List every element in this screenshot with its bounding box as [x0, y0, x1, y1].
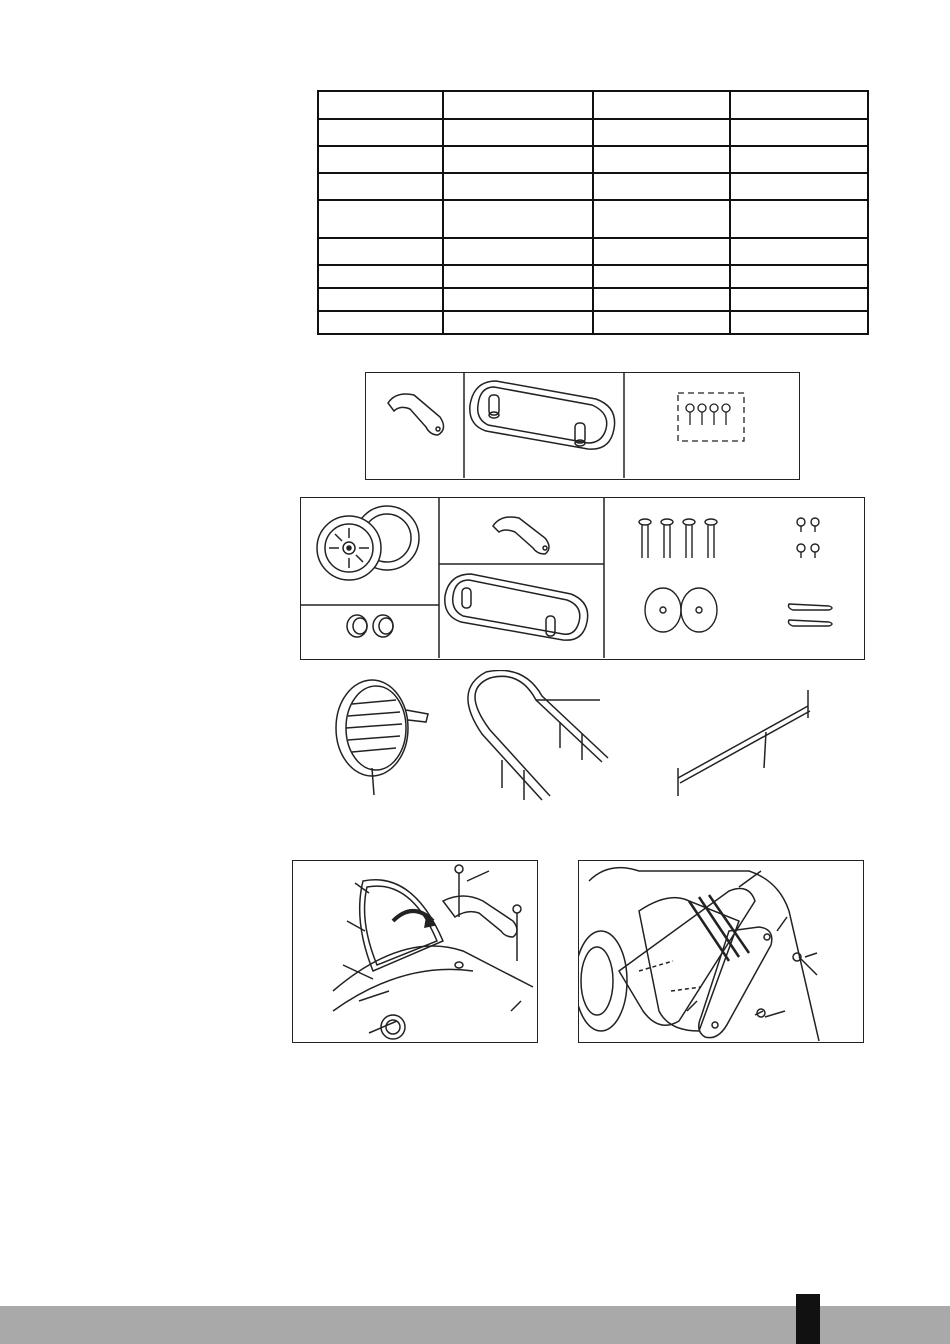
spec-table-cell	[593, 173, 730, 200]
cotter-pins-icon	[789, 604, 833, 626]
spec-table-cell	[443, 200, 593, 238]
spec-table-cell	[443, 91, 593, 119]
spec-table-cell	[593, 200, 730, 238]
spec-table-row	[318, 311, 868, 334]
spec-table-row	[318, 200, 868, 238]
spec-table-row	[318, 91, 868, 119]
spec-table-cell	[730, 146, 868, 173]
small-handle-icon	[388, 394, 444, 435]
spec-table-cell	[318, 238, 443, 265]
spec-table-row	[318, 265, 868, 288]
spec-table-row	[318, 288, 868, 311]
tube-handle-icon	[468, 670, 608, 800]
spec-table-cell	[318, 288, 443, 311]
parts-row-figure	[320, 670, 840, 805]
spec-table-cell	[730, 311, 868, 334]
spec-table-cell	[730, 119, 868, 146]
handle-mount-detail-figure	[292, 860, 538, 1043]
spec-table-row	[318, 146, 868, 173]
spec-table-cell	[730, 173, 868, 200]
spec-table-cell	[318, 119, 443, 146]
specifications-table	[317, 90, 869, 335]
spec-table-cell	[730, 200, 868, 238]
spec-table-cell	[443, 173, 593, 200]
short-screws-icon	[797, 518, 819, 558]
parts-box-wheel-kit	[300, 497, 865, 660]
spec-table-row	[318, 119, 868, 146]
spec-table-cell	[443, 311, 593, 334]
spec-table-cell	[443, 238, 593, 265]
spec-table-cell	[593, 265, 730, 288]
spec-table-cell	[593, 146, 730, 173]
side-panel-icon	[445, 574, 588, 640]
spec-table-cell	[593, 288, 730, 311]
fan-guard-icon	[336, 680, 428, 795]
spec-table-cell	[318, 311, 443, 334]
spec-table-cell	[730, 288, 868, 311]
side-panel-icon	[470, 381, 615, 449]
handle-icon	[493, 517, 549, 554]
spec-table-cell	[318, 146, 443, 173]
parts-box-handle-kit	[365, 372, 800, 480]
spec-table-cell	[730, 91, 868, 119]
spec-table-cell	[318, 200, 443, 238]
spec-table-row	[318, 173, 868, 200]
spec-table-cell	[318, 91, 443, 119]
spec-table-cell	[593, 119, 730, 146]
spec-table-row	[318, 238, 868, 265]
spec-table-cell	[593, 238, 730, 265]
page-tab-marker	[796, 1294, 820, 1344]
wheel-axle-icon	[678, 690, 810, 796]
hubcaps-icon	[347, 615, 393, 637]
spec-table-cell	[730, 238, 868, 265]
spec-table-cell	[318, 265, 443, 288]
spec-table-cell	[593, 311, 730, 334]
spec-table-cell	[443, 288, 593, 311]
spec-table-cell	[593, 91, 730, 119]
side-panel-mount-detail-figure	[578, 860, 864, 1043]
spec-table-cell	[443, 265, 593, 288]
spec-table-cell	[318, 173, 443, 200]
washers-icon	[645, 588, 717, 632]
screw-set-icon	[678, 393, 744, 441]
spec-table-cell	[730, 265, 868, 288]
spec-table-cell	[443, 119, 593, 146]
wheels-icon	[317, 506, 419, 580]
spec-table-cell	[443, 146, 593, 173]
long-screws-icon	[639, 519, 717, 558]
